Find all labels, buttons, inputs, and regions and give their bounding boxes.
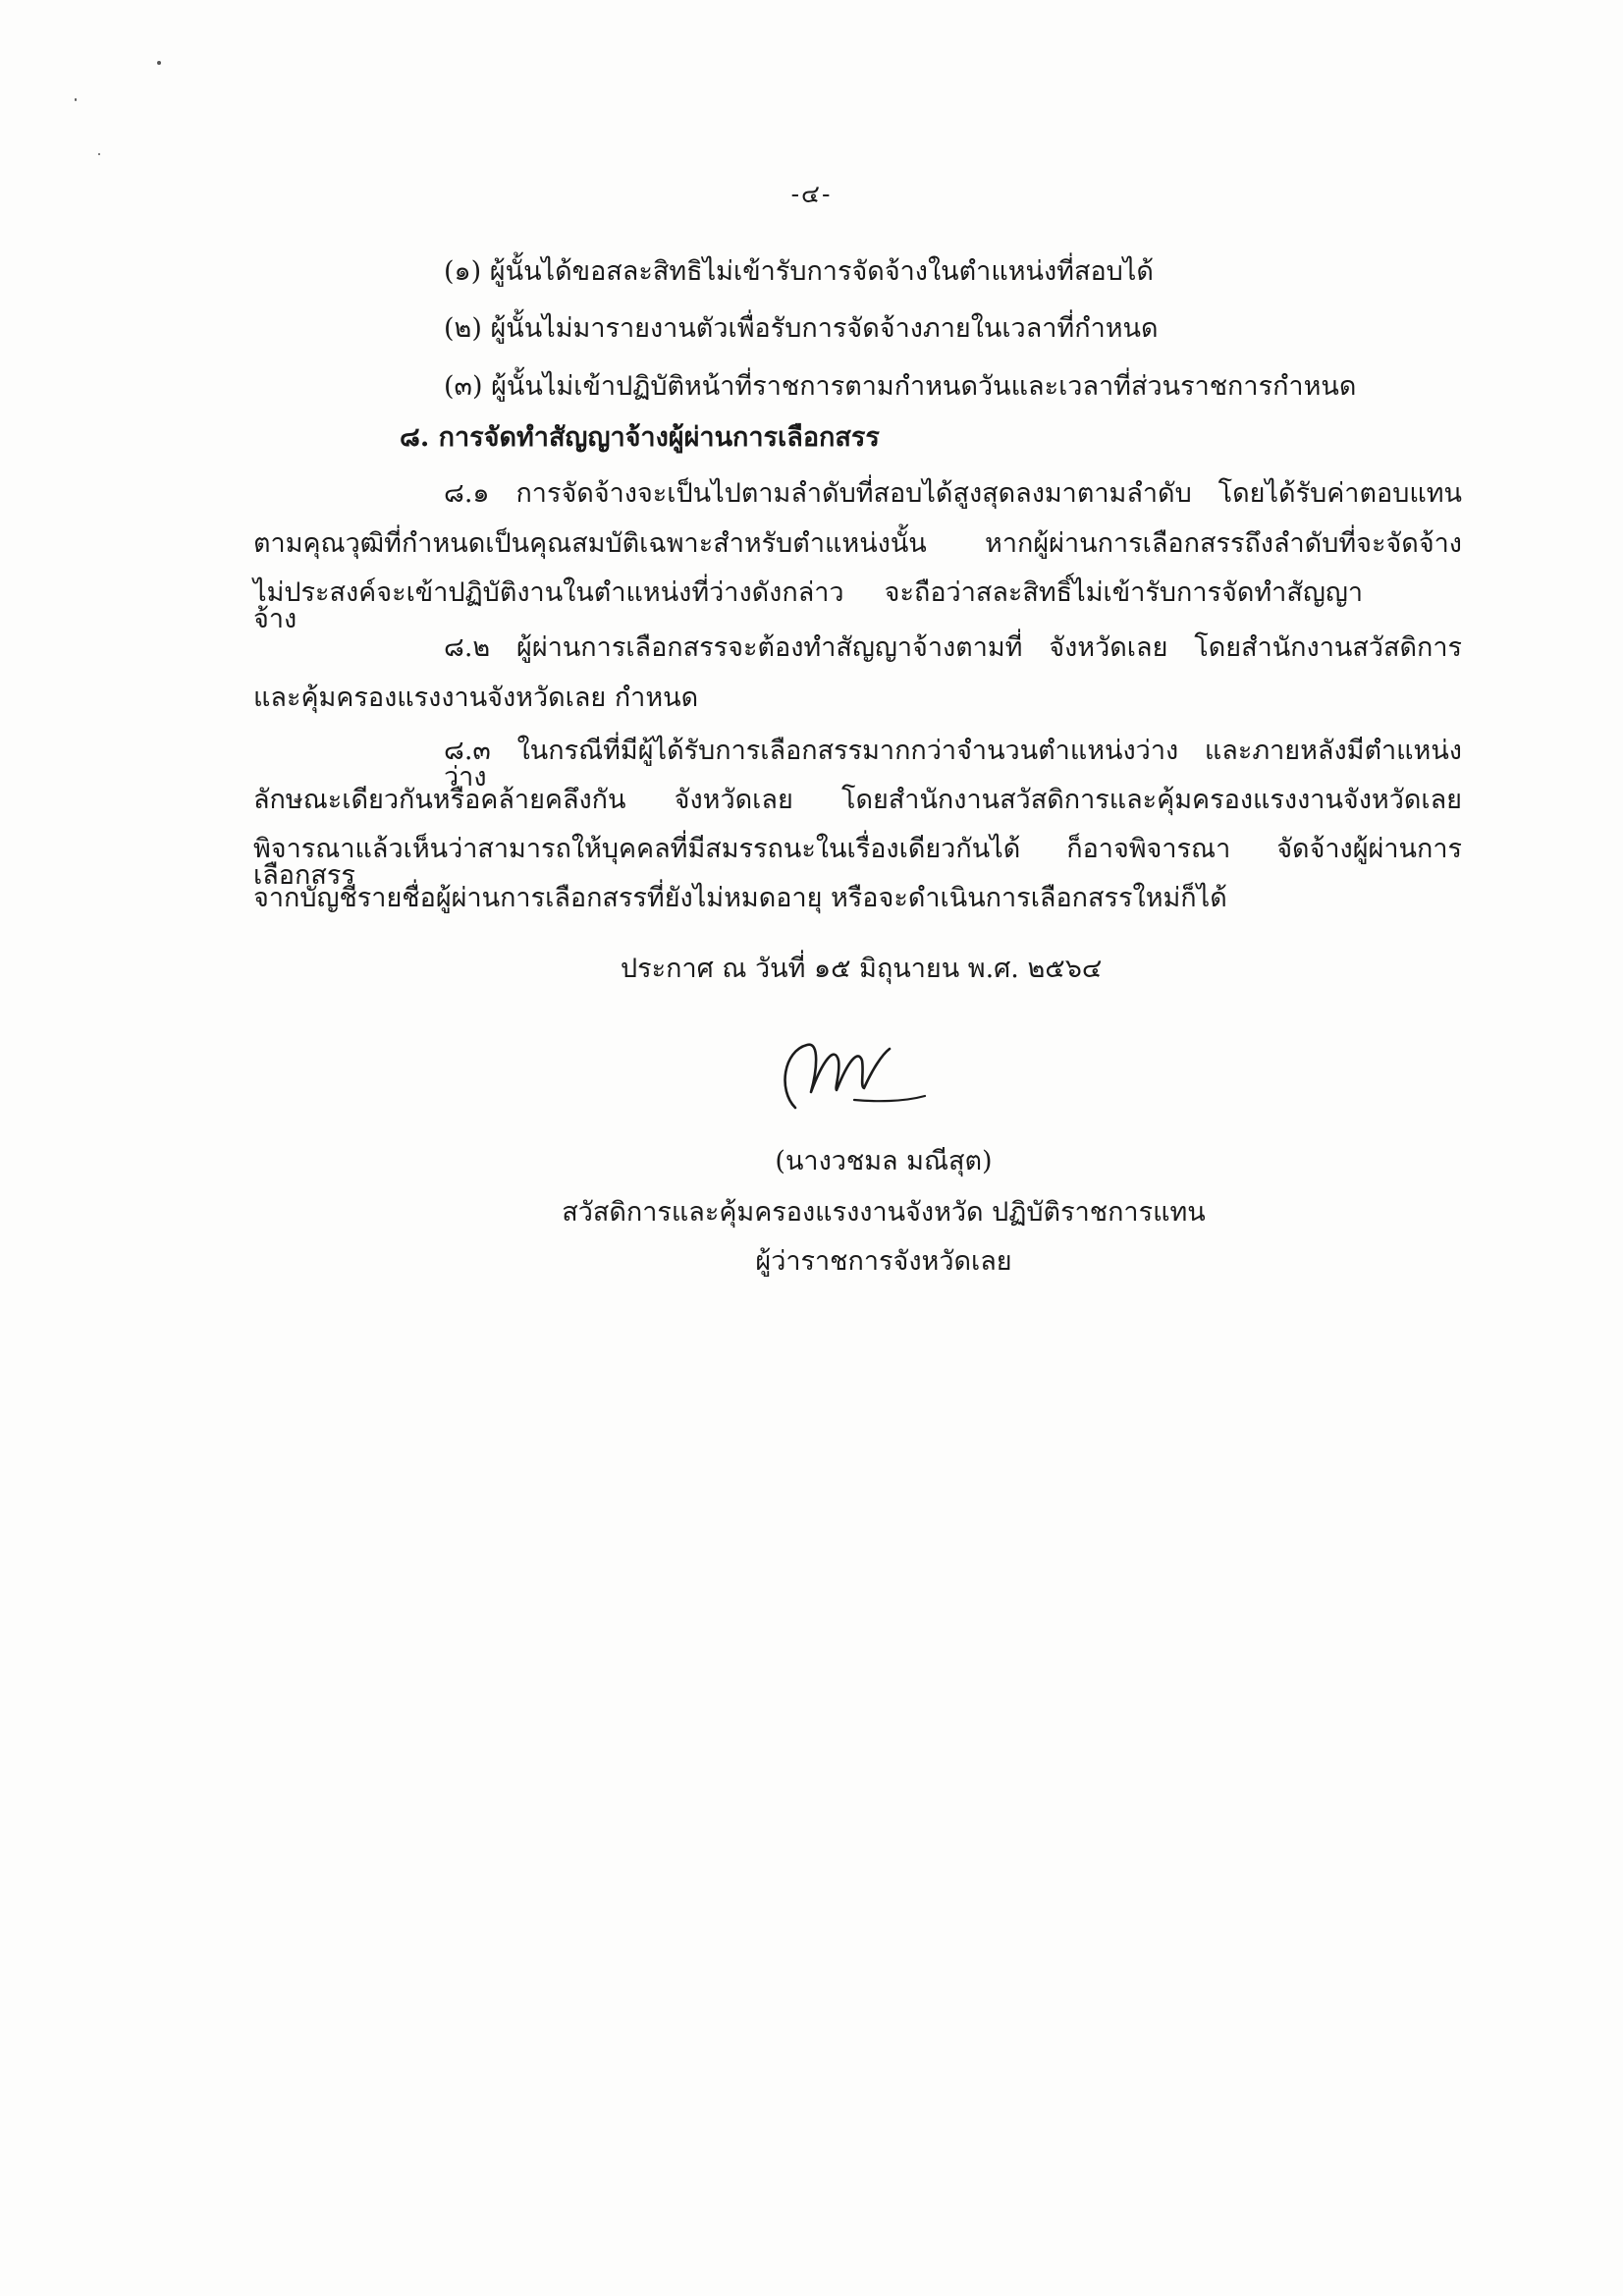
disqualification-item-1: (๑) ผู้นั้นได้ขอสละสิทธิไม่เข้ารับการจัดจ้างในตำแหน่งที่สอบได้ (444, 256, 1154, 287)
section-8-1-line-3: ไม่ประสงค์จะเข้าปฏิบัติงานในตำแหน่งที่ว่างดังกล่าว จะถือว่าสละสิทธิ์ไม่เข้ารับการจัดทำสัญญาจ้าง (253, 577, 1363, 634)
section-8-1-line-1: ๘.๑ การจัดจ้างจะเป็นไปตามลำดับที่สอบได้สูงสุดลงมาตามลำดับ โดยได้รับค่าตอบแทน (444, 478, 1462, 509)
disqualification-item-3: (๓) ผู้นั้นไม่เข้าปฏิบัติหน้าที่ราชการตามกำหนดวันและเวลาที่ส่วนราชการกำหนด (444, 371, 1357, 402)
section-8-2-line-1: ๘.๒ ผู้ผ่านการเลือกสรรจะต้องทำสัญญาจ้างตามที่ จังหวัดเลย โดยสำนักงานสวัสดิการ (444, 632, 1462, 663)
announcement-date: ประกาศ ณ วันที่ ๑๕ มิถุนายน พ.ศ. ๒๕๖๔ (621, 954, 1103, 984)
scan-speck (75, 98, 77, 101)
section-8-2-line-2: และคุ้มครองแรงงานจังหวัดเลย กำหนด (253, 683, 699, 713)
disqualification-item-2: (๒) ผู้นั้นไม่มารายงานตัวเพื่อรับการจัดจ้างภายในเวลาที่กำหนด (444, 313, 1159, 344)
handwritten-signature (766, 1031, 933, 1120)
section-8-heading: ๘. การจัดทำสัญญาจ้างผู้ผ่านการเลือกสรร (400, 422, 880, 453)
scan-speck (98, 153, 100, 155)
section-8-3-line-1: ๘.๓ ในกรณีที่มีผู้ได้รับการเลือกสรรมากกว่าจำนวนตำแหน่งว่าง และภายหลังมีตำแหน่งว่าง (444, 736, 1462, 793)
section-8-3-line-2: ลักษณะเดียวกันหรือคล้ายคลึงกัน จังหวัดเลย โดยสำนักงานสวัสดิการและคุ้มครองแรงงานจังหวัดเลย (253, 785, 1462, 815)
signatory-title-line-2: ผู้ว่าราชการจังหวัดเลย (755, 1246, 1012, 1277)
section-8-1-line-2: ตามคุณวุฒิที่กำหนดเป็นคุณสมบัติเฉพาะสำหรับตำแหน่งนั้น หากผู้ผ่านการเลือกสรรถึงลำดับที่จะจัดจ้าง (253, 528, 1462, 559)
section-8-3-line-3: พิจารณาแล้วเห็นว่าสามารถให้บุคคลที่มีสมรรถนะในเรื่องเดียวกันได้ ก็อาจพิจารณา จัดจ้างผู้ผ่านการเลือกสรร (253, 834, 1462, 891)
signatory-title-line-1: สวัสดิการและคุ้มครองแรงงานจังหวัด ปฏิบัติราชการแทน (562, 1197, 1206, 1228)
page-number: -๔- (790, 180, 833, 208)
scan-speck (157, 61, 161, 65)
section-8-3-line-4: จากบัญชีรายชื่อผู้ผ่านการเลือกสรรที่ยังไม่หมดอายุ หรือจะดำเนินการเลือกสรรใหม่ก็ได้ (253, 883, 1227, 913)
signatory-name: (นางวชมล มณีสุต) (775, 1146, 993, 1176)
